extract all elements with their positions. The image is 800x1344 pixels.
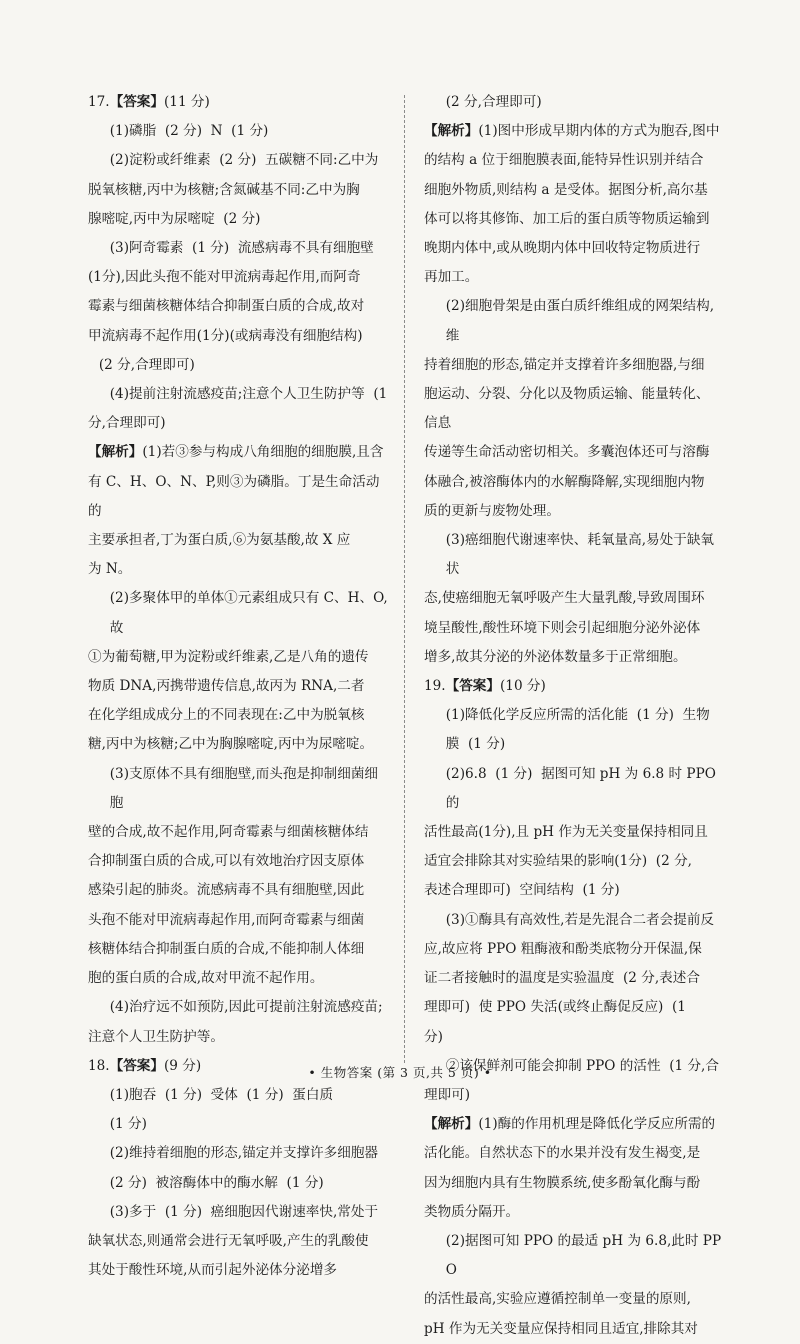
- text-line: (2 分,合理即可): [98, 356, 195, 373]
- text-line: (3)阿奇霉素 (1 分) 流感病毒不具有细胞壁: [109, 240, 374, 257]
- text-line: (2)淀粉或纤维素 (2 分) 五碳糖不同:乙中为: [109, 152, 379, 169]
- text-line: ②该保鲜剂可能会抑制 PPO 的活性 (1 分,合: [445, 1057, 719, 1074]
- text-line: 核糖体结合抑制蛋白质的合成,不能抑制人体细: [88, 940, 365, 957]
- text-line: 甲流病毒不起作用(1分)(或病毒没有细胞结构): [88, 327, 363, 344]
- bracket-label: 【答案】: [109, 1057, 164, 1074]
- text-line: 境呈酸性,酸性环境下则会引起细胞分泌外泌体: [424, 619, 701, 636]
- bracket-label: 【解析】: [424, 123, 479, 140]
- text-line: (2)6.8 (1 分) 据图可知 pH 为 6.8 时 PPO 的: [445, 765, 721, 811]
- text-line: 理即可) 使 PPO 失活(或终止酶促反应) (1: [424, 999, 686, 1016]
- analysis-line: 【解析】(1)酶的作用机理是降低化学反应所需的: [424, 1116, 716, 1133]
- text-line: 感染引起的肺炎。流感病毒不具有细胞壁,因此: [88, 882, 365, 899]
- answer-heading: 18.【答案】(9 分): [88, 1057, 202, 1074]
- text-line: 腺嘧啶,丙中为尿嘧啶 (2 分): [88, 210, 261, 227]
- text-line: 其处于酸性环境,从而引起外泌体分泌增多: [88, 1262, 338, 1279]
- bracket-label: 【解析】: [424, 1116, 479, 1133]
- text-line: 传递等生命活动密切相关。多囊泡体还可与溶酶: [424, 444, 710, 461]
- text-line: 缺氧状态,则通常会进行无氧呼吸,产生的乳酸使: [88, 1232, 369, 1249]
- text-line: pH 作为无关变量应保持相同且适宜,排除其对: [424, 1320, 698, 1337]
- text-line: 活性最高(1分),且 pH 作为无关变量保持相同且: [424, 824, 708, 841]
- bracket-label: 【答案】: [109, 94, 164, 110]
- text-line: (3)癌细胞代谢速率快、耗氧量高,易处于缺氧状: [445, 532, 715, 578]
- text-line: 胞运动、分裂、分化以及物质运输、能量转化、信息: [424, 386, 710, 432]
- text-line: 在化学组成成分上的不同表现在:乙中为脱氧核: [88, 707, 365, 724]
- text-line: (2)细胞骨架是由蛋白质纤维组成的网架结构,维: [445, 298, 715, 344]
- text-line: 适宜会排除其对实验结果的影响(1分) (2 分,: [424, 853, 692, 870]
- text-line: 胞的蛋白质的合成,故对甲流不起作用。: [88, 970, 324, 987]
- text-line: 霉素与细菌核糖体结合抑制蛋白质的合成,故对: [88, 298, 365, 315]
- text-line: ①为葡萄糖,甲为淀粉或纤维素,乙是八角的遗传: [88, 648, 369, 665]
- text-line: (2)多聚体甲的单体①元素组成只有 C、H、O,故: [109, 590, 388, 636]
- text-line: 分,合理即可): [88, 415, 166, 432]
- text-line: 增多,故其分泌的外泌体数量多于正常细胞。: [424, 648, 687, 665]
- text-line: (3)多于 (1 分) 癌细胞因代谢速率快,常处于: [109, 1203, 379, 1220]
- text-line: 理即可): [424, 1086, 471, 1103]
- text-line: 有 C、H、O、N、P,则③为磷脂。丁是生命活动的: [88, 473, 380, 519]
- text-line: (1分),因此头孢不能对甲流病毒起作用,而阿奇: [88, 269, 361, 286]
- text-line: 主要承担者,丁为蛋白质,⑥为氨基酸,故 X 应: [88, 532, 351, 549]
- text-line: 分): [424, 1028, 443, 1045]
- text-line: 头孢不能对甲流病毒起作用,而阿奇霉素与细菌: [88, 911, 365, 928]
- text-line: 应,故应将 PPO 粗酶液和酚类底物分开保温,保: [424, 940, 702, 957]
- answer-heading: 17.【答案】(11 分): [88, 94, 210, 110]
- text-line: 再加工。: [424, 269, 479, 286]
- bracket-label: 【解析】: [88, 444, 143, 461]
- text-line: 壁的合成,故不起作用,阿奇霉素与细菌核糖体结: [88, 824, 369, 841]
- text-line: 类物质分隔开。: [424, 1203, 520, 1220]
- text-line: 脱氧核糖,丙中为核糖;含氮碱基不同:乙中为胸: [88, 181, 360, 198]
- text-line: 态,使癌细胞无氧呼吸产生大量乳酸,导致周围环: [424, 590, 705, 607]
- text-line: 活化能。自然状态下的水果并没有发生褐变,是: [424, 1145, 701, 1162]
- text-line: (1 分): [109, 1116, 147, 1133]
- text-line: 合抑制蛋白质的合成,可以有效地治疗因支原体: [88, 853, 365, 870]
- answer-heading: 19.【答案】(10 分): [424, 678, 546, 695]
- text-line: (4)治疗远不如预防,因此可提前注射流感疫苗;: [109, 999, 383, 1016]
- text-line: (2 分,合理即可): [445, 94, 542, 110]
- text-line: 细胞外物质,则结构 a 是受体。据图分析,高尔基: [424, 181, 708, 198]
- text-line: (2)据图可知 PPO 的最适 pH 为 6.8,此时 PPO: [445, 1232, 722, 1279]
- left-column: [88, 88, 388, 1285]
- text-line: (3)支原体不具有细胞壁,而头孢是抑制细菌细胞: [109, 765, 379, 811]
- text-line: 糖,丙中为核糖;乙中为胸腺嘧啶,丙中为尿嘧啶。: [88, 736, 374, 753]
- text-line: (1)降低化学反应所需的活化能 (1 分) 生物: [445, 707, 710, 724]
- text-line: 物质 DNA,丙携带遗传信息,故丙为 RNA,二者: [88, 678, 365, 695]
- text-line: 膜 (1 分): [445, 736, 506, 753]
- text-line: 持着细胞的形态,锚定并支撑着许多细胞器,与细: [424, 356, 705, 373]
- text-line: 体可以将其修饰、加工后的蛋白质等物质运输到: [424, 210, 710, 227]
- text-line: (2 分) 被溶酶体中的酶水解 (1 分): [109, 1174, 324, 1191]
- right-column: [424, 88, 722, 1344]
- text-line: 的结构 a 位于细胞膜表面,能特异性识别并结合: [424, 152, 704, 169]
- text-line: 的活性最高,实验应遵循控制单一变量的原则,: [424, 1291, 691, 1308]
- text-line: 晚期内体中,或从晚期内体中回收特定物质进行: [424, 240, 701, 257]
- page-footer: • 生物答案 (第 3 页,共 5 页) •: [308, 1065, 492, 1080]
- text-line: 体融合,被溶酶体内的水解酶降解,实现细胞内物: [424, 473, 705, 490]
- column-divider: [404, 95, 405, 1063]
- text-line: 表述合理即可) 空间结构 (1 分): [424, 882, 620, 899]
- text-line: 证二者接触时的温度是实验温度 (2 分,表述合: [424, 970, 700, 987]
- bracket-label: 【答案】: [445, 678, 500, 695]
- text-line: (3)①酶具有高效性,若是先混合二者会提前反: [445, 911, 715, 928]
- text-line: 注意个人卫生防护等。: [88, 1028, 224, 1045]
- text-line: (1)胞吞 (1 分) 受体 (1 分) 蛋白质: [109, 1086, 334, 1103]
- analysis-line: 【解析】(1)图中形成早期内体的方式为胞吞,图中: [424, 123, 720, 140]
- text-line: (1)磷脂 (2 分) N (1 分): [109, 123, 269, 140]
- text-line: 质的更新与废物处理。: [424, 502, 560, 519]
- text-line: (4)提前注射流感疫苗;注意个人卫生防护等 (1: [109, 386, 388, 403]
- text-line: 为 N。: [88, 561, 132, 578]
- text-line: 因为细胞内具有生物膜系统,使多酚氧化酶与酚: [424, 1174, 701, 1191]
- analysis-line: 【解析】(1)若③参与构成八角细胞的细胞膜,且含: [88, 444, 384, 461]
- text-line: (2)维持着细胞的形态,锚定并支撑许多细胞器: [109, 1145, 379, 1162]
